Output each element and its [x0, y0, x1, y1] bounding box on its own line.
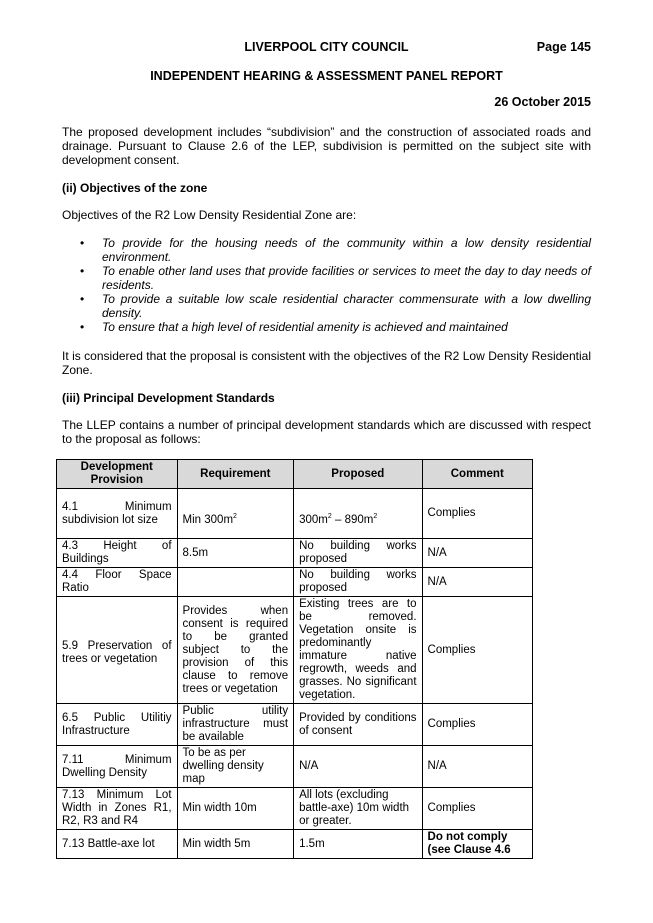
- bullet-marker: •: [80, 320, 85, 334]
- cell-requirement: Public utility infrastructure must be available: [177, 704, 294, 746]
- cell-provision: 5.9 Preservation of trees or vegetation: [57, 597, 178, 704]
- cell-requirement: Provides when consent is required to be granted subject to the provision of this clause to remove trees or vegetation: [177, 597, 294, 704]
- cell-provision: 7.13 Minimum Lot Width in Zones R1, R2, R3 and R4: [57, 788, 178, 830]
- header-provision: Development Provision: [57, 460, 178, 489]
- cell-proposed: No building works proposed: [294, 568, 422, 597]
- cell-proposed: Existing trees are to be removed. Vegetation onsite is predominantly immature native regrowth, weeds and grasses. No significant vegetation.: [294, 597, 422, 704]
- bullet-marker: •: [80, 236, 85, 250]
- cell-comment: Complies: [422, 788, 532, 830]
- cell-requirement: To be as per dwelling density map: [177, 746, 294, 788]
- list-item: [62, 236, 591, 264]
- table-header-row: [57, 460, 533, 489]
- table-row: [57, 830, 533, 859]
- table-row: [57, 704, 533, 746]
- cell-proposed: All lots (excluding battle-axe) 10m width or greater.: [294, 788, 422, 830]
- objectives-list: [62, 236, 591, 334]
- bullet-marker: •: [80, 264, 85, 278]
- cell-proposed: 1.5m: [294, 830, 422, 859]
- list-item: [62, 264, 591, 292]
- table-row: [57, 597, 533, 704]
- cell-provision: 4.3 Height of Buildings: [57, 539, 178, 568]
- cell-comment: N/A: [422, 568, 532, 597]
- bullet-marker: •: [80, 292, 85, 306]
- cell-proposed: N/A: [294, 746, 422, 788]
- cell-comment: Complies: [422, 489, 532, 539]
- cell-requirement: 8.5m: [177, 539, 294, 568]
- objective-text: To enable other land uses that provide facilities or services to meet the day to day needs of residents.: [102, 264, 591, 292]
- header-comment: Comment: [422, 460, 532, 489]
- cell-comment: N/A: [422, 539, 532, 568]
- cell-proposed: No building works proposed: [294, 539, 422, 568]
- superscript: 2: [233, 512, 237, 520]
- table-row: [57, 788, 533, 830]
- section-ii-lead: Objectives of the R2 Low Density Residential Zone are:: [62, 208, 357, 222]
- superscript: 2: [327, 512, 332, 520]
- cell-provision: 4.1 Minimum subdivision lot size: [57, 489, 178, 539]
- table-row: [57, 746, 533, 788]
- section-iii-heading: (iii) Principal Development Standards: [62, 391, 275, 405]
- cell-requirement: Min width 5m: [177, 830, 294, 859]
- list-item: [62, 320, 591, 334]
- cell-requirement: [177, 489, 294, 539]
- cell-requirement: Min width 10m: [177, 788, 294, 830]
- cell-comment: N/A: [422, 746, 532, 788]
- cell-provision: 7.13 Battle-axe lot: [57, 830, 178, 859]
- council-name: LIVERPOOL CITY COUNCIL: [244, 40, 409, 54]
- requirement-value: Min 300m: [182, 513, 234, 526]
- cell-provision: 6.5 Public Utilitiy Infrastructure: [57, 704, 178, 746]
- list-item: [62, 292, 591, 320]
- cell-comment: Complies: [422, 704, 532, 746]
- header-proposed: Proposed: [294, 460, 422, 489]
- objective-text: To provide a suitable low scale residential character commensurate with a low dwelling density.: [102, 292, 591, 320]
- cell-proposed: Provided by conditions of consent: [294, 704, 422, 746]
- cell-comment: Do not comply (see Clause 4.6: [422, 830, 532, 859]
- cell-requirement: [177, 568, 294, 597]
- table-row: [57, 539, 533, 568]
- proposed-value-b: – 890m: [331, 513, 374, 526]
- cell-comment: Complies: [422, 597, 532, 704]
- report-title: INDEPENDENT HEARING & ASSESSMENT PANEL REPORT: [150, 69, 503, 83]
- superscript: 2: [373, 512, 378, 520]
- objective-text: To ensure that a high level of residential amenity is achieved and maintained: [102, 320, 508, 334]
- cell-provision: 7.11 Minimum Dwelling Density: [57, 746, 178, 788]
- development-standards-table: [56, 459, 533, 859]
- proposed-value-a: 300m: [299, 513, 328, 526]
- report-date: 26 October 2015: [494, 95, 591, 109]
- section-ii-conclusion: It is considered that the proposal is consistent with the objectives of the R2 Low Density Residential Zone.: [62, 349, 591, 377]
- section-ii-heading: (ii) Objectives of the zone: [62, 181, 208, 195]
- intro-paragraph: The proposed development includes “subdivision” and the construction of associated roads and drainage. Pursuant to Clause 2.6 of the LEP, subdivision is permitted on the subject site with development consent.: [62, 125, 591, 167]
- table-row: [57, 568, 533, 597]
- objective-text: To provide for the housing needs of the community within a low density residential environment.: [102, 236, 591, 264]
- table-row: [57, 489, 533, 539]
- page-number: Page 145: [536, 40, 591, 54]
- section-iii-lead: The LLEP contains a number of principal development standards which are discussed with respect to the proposal as follows:: [62, 418, 591, 446]
- cell-provision: 4.4 Floor Space Ratio: [57, 568, 178, 597]
- cell-proposed: [294, 489, 422, 539]
- header-requirement: Requirement: [177, 460, 294, 489]
